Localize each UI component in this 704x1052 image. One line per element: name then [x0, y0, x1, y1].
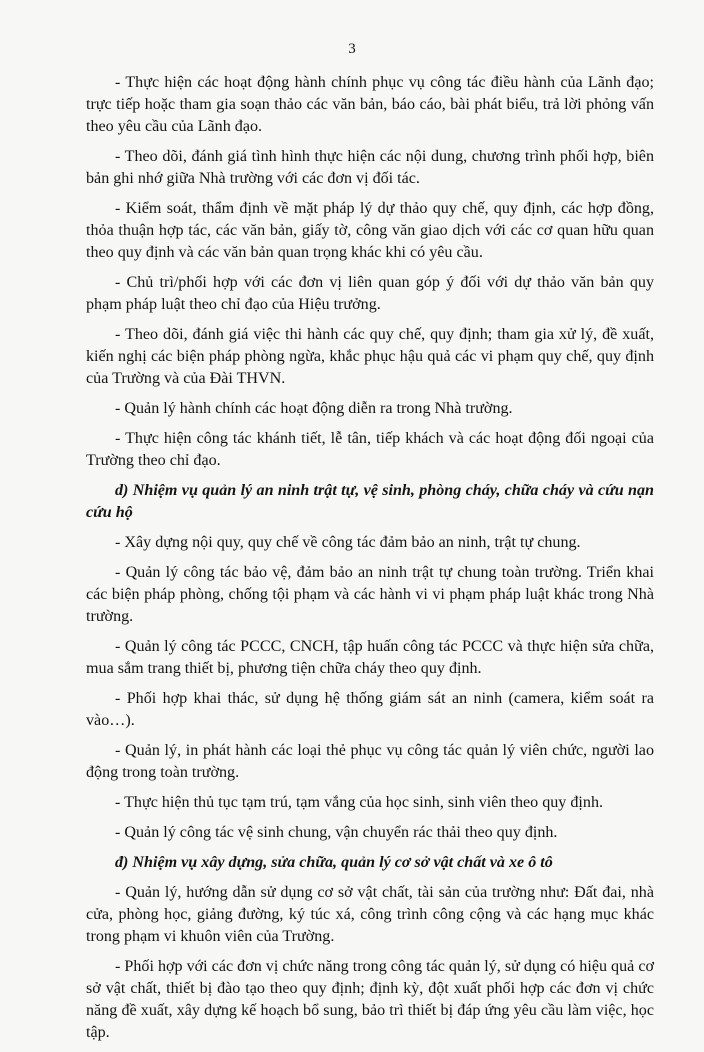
- paragraph: - Theo dõi, đánh giá tình hình thực hiện các nội dung, chương trình phối hợp, biên bản ghi nhớ giữa Nhà trường với các đơn vị đối tác.: [86, 148, 654, 187]
- paragraph: - Thực hiện các hoạt động hành chính phục vụ công tác điều hành của Lãnh đạo; trực tiếp hoặc tham gia soạn thảo các văn bản, báo cáo, bài phát biểu, trả lời phỏng vấn theo yêu cầu của Lãnh đạo.: [86, 74, 654, 135]
- paragraph: - Theo dõi, đánh giá việc thi hành các quy chế, quy định; tham gia xử lý, đề xuất, kiến nghị các biện pháp phòng ngừa, khắc phục hậu quả các vi phạm quy chế, quy định của Trường và của Đài THVN.: [86, 326, 654, 387]
- paragraph: - Xây dựng nội quy, quy chế về công tác đảm bảo an ninh, trật tự chung.: [115, 534, 581, 551]
- paragraph: - Quản lý công tác PCCC, CNCH, tập huấn công tác PCCC và thực hiện sửa chữa, mua sắm trang thiết bị, phương tiện chữa cháy theo quy định.: [86, 638, 654, 677]
- paragraph: - Thực hiện công tác khánh tiết, lễ tân, tiếp khách và các hoạt động đối ngoại của Trường theo chỉ đạo.: [86, 430, 654, 469]
- document-body: [86, 72, 654, 1052]
- paragraph: - Chủ trì/phối hợp với các đơn vị liên quan góp ý đối với dự thảo văn bản quy phạm pháp luật theo chỉ đạo của Hiệu trưởng.: [86, 274, 654, 313]
- paragraph: - Kiểm soát, thẩm định về mặt pháp lý dự thảo quy chế, quy định, các hợp đồng, thỏa thuận hợp tác, các văn bản, giấy tờ, công văn giao dịch với các cơ quan hữu quan theo quy định và các văn bản quan trọng khác khi có yêu cầu.: [86, 200, 654, 261]
- paragraph: - Phối hợp với các đơn vị chức năng trong công tác quản lý, sử dụng có hiệu quả cơ sở vật chất, thiết bị đào tạo theo quy định; định kỳ, đột xuất phối hợp các đơn vị chức năng đề xuất, xây dựng kế hoạch bổ sung, bảo trì thiết bị đáp ứng yêu cầu làm việc, học tập.: [86, 958, 654, 1041]
- paragraph: - Quản lý, hướng dẫn sử dụng cơ sở vật chất, tài sản của trường như: Đất đai, nhà cửa, phòng học, giảng đường, ký túc xá, công trình công cộng và các hạng mục khác trong phạm vi khuôn viên của Trường.: [86, 884, 654, 945]
- paragraph: - Quản lý công tác vệ sinh chung, vận chuyển rác thải theo quy định.: [115, 824, 558, 841]
- paragraph: - Quản lý, in phát hành các loại thẻ phục vụ công tác quản lý viên chức, người lao động trong toàn trường.: [86, 742, 654, 781]
- paragraph: - Phối hợp khai thác, sử dụng hệ thống giám sát an ninh (camera, kiểm soát ra vào…).: [86, 690, 654, 729]
- paragraph: - Quản lý hành chính các hoạt động diễn ra trong Nhà trường.: [115, 400, 513, 417]
- section-heading: d) Nhiệm vụ quản lý an ninh trật tự, vệ sinh, phòng cháy, chữa cháy và cứu nạn cứu hộ: [86, 482, 654, 521]
- paragraph: - Thực hiện thủ tục tạm trú, tạm vắng của học sinh, sinh viên theo quy định.: [115, 794, 604, 811]
- page-number: 3: [348, 41, 356, 57]
- paragraph: - Quản lý công tác bảo vệ, đảm bảo an ninh trật tự chung toàn trường. Triển khai các biện pháp phòng, chống tội phạm và các hành vi vi phạm pháp luật khác trong Nhà trường.: [86, 564, 654, 625]
- section-heading: đ) Nhiệm vụ xây dựng, sửa chữa, quản lý cơ sở vật chất và xe ô tô: [115, 854, 553, 871]
